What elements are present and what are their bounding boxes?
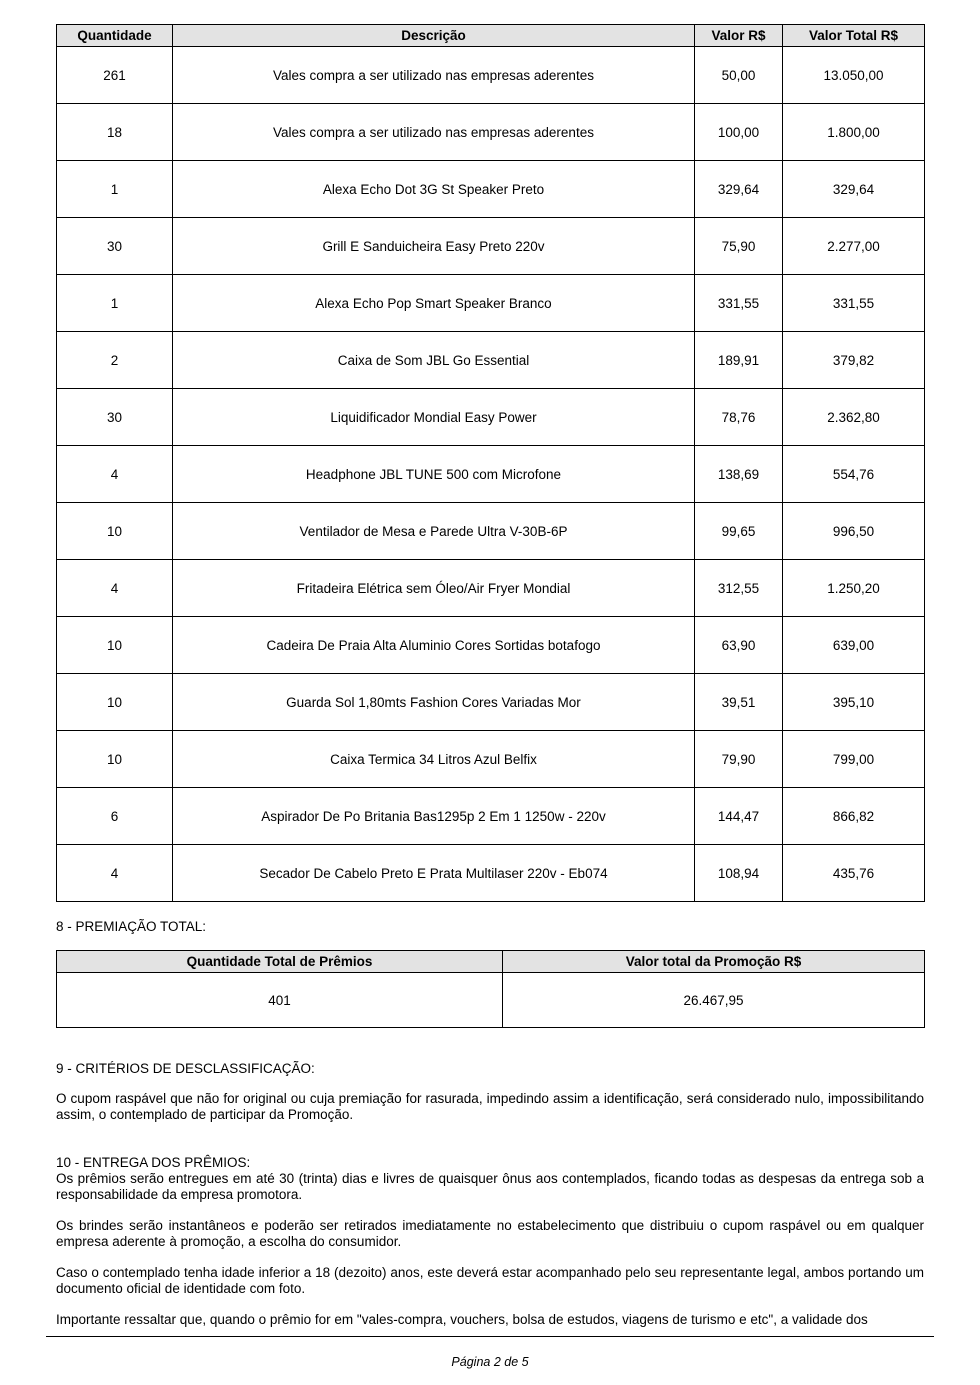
- table-row: [57, 275, 925, 332]
- quantity-cell: 4: [57, 560, 173, 617]
- quantity-cell: 18: [57, 104, 173, 161]
- unit-value-cell: 50,00: [695, 47, 783, 104]
- quantity-cell: 4: [57, 446, 173, 503]
- unit-value-cell: 39,51: [695, 674, 783, 731]
- quantity-cell: 1: [57, 161, 173, 218]
- header-description: Descrição: [173, 25, 695, 47]
- table-row: [57, 218, 925, 275]
- unit-value-cell: 108,94: [695, 845, 783, 902]
- page-number: Página 2 de 5: [451, 1355, 529, 1369]
- description-cell: Vales compra a ser utilizado nas empresas aderentes: [173, 104, 695, 161]
- description-cell: Ventilador de Mesa e Parede Ultra V-30B-6P: [173, 503, 695, 560]
- total-value-cell: 996,50: [783, 503, 925, 560]
- table-row: [57, 104, 925, 161]
- description-cell: Liquidificador Mondial Easy Power: [173, 389, 695, 446]
- unit-value-cell: 329,64: [695, 161, 783, 218]
- description-cell: Caixa Termica 34 Litros Azul Belfix: [173, 731, 695, 788]
- quantity-cell: 261: [57, 47, 173, 104]
- total-value-cell: 1.250,20: [783, 560, 925, 617]
- section-9-heading: 9 - CRITÉRIOS DE DESCLASSIFICAÇÃO:: [56, 1061, 315, 1076]
- total-value-cell: 331,55: [783, 275, 925, 332]
- description-cell: Secador De Cabelo Preto E Prata Multilaser 220v - Eb074: [173, 845, 695, 902]
- quantity-cell: 30: [57, 389, 173, 446]
- quantity-cell: 10: [57, 617, 173, 674]
- description-cell: Grill E Sanduicheira Easy Preto 220v: [173, 218, 695, 275]
- unit-value-cell: 331,55: [695, 275, 783, 332]
- totals-table: [56, 950, 925, 1028]
- totals-table-header: [57, 951, 925, 973]
- total-value-cell: 329,64: [783, 161, 925, 218]
- section-10-paragraph: Importante ressaltar que, quando o prêmio for em "vales-compra, vouchers, bolsa de estudos, viagens de turismo e etc", a validade dos: [56, 1312, 868, 1327]
- description-cell: Caixa de Som JBL Go Essential: [173, 332, 695, 389]
- table-row: [57, 161, 925, 218]
- section-10-paragraph: Os prêmios serão entregues em até 30 (trinta) dias e livres de quaisquer ônus aos contemplados, ficando todas as despesas da entrega sob a responsabilidade da empresa promotora.: [56, 1171, 924, 1202]
- quantity-cell: 10: [57, 731, 173, 788]
- total-value-cell: 13.050,00: [783, 47, 925, 104]
- description-cell: Aspirador De Po Britania Bas1295p 2 Em 1 1250w - 220v: [173, 788, 695, 845]
- table-row: [57, 731, 925, 788]
- footer-divider: [46, 1336, 934, 1337]
- total-value-cell: 2.362,80: [783, 389, 925, 446]
- quantity-cell: 4: [57, 845, 173, 902]
- header-total-quantity: Quantidade Total de Prêmios: [57, 951, 503, 973]
- unit-value-cell: 100,00: [695, 104, 783, 161]
- total-value-cell: 639,00: [783, 617, 925, 674]
- prizes-table-header: [57, 25, 925, 47]
- unit-value-cell: 63,90: [695, 617, 783, 674]
- quantity-cell: 10: [57, 503, 173, 560]
- quantity-cell: 2: [57, 332, 173, 389]
- header-total-value: Valor Total R$: [783, 25, 925, 47]
- table-row: [57, 389, 925, 446]
- description-cell: Fritadeira Elétrica sem Óleo/Air Fryer Mondial: [173, 560, 695, 617]
- total-value-cell: 379,82: [783, 332, 925, 389]
- table-row: [57, 560, 925, 617]
- quantity-cell: 1: [57, 275, 173, 332]
- promotion-total-value: 26.467,95: [503, 973, 925, 1028]
- table-row: [57, 503, 925, 560]
- unit-value-cell: 138,69: [695, 446, 783, 503]
- total-value-cell: 554,76: [783, 446, 925, 503]
- total-value-cell: 799,00: [783, 731, 925, 788]
- total-value-cell: 2.277,00: [783, 218, 925, 275]
- total-quantity-value: 401: [57, 973, 503, 1028]
- table-row: [57, 47, 925, 104]
- unit-value-cell: 312,55: [695, 560, 783, 617]
- table-row: [57, 446, 925, 503]
- total-value-cell: 1.800,00: [783, 104, 925, 161]
- total-value-cell: 395,10: [783, 674, 925, 731]
- unit-value-cell: 189,91: [695, 332, 783, 389]
- total-value-cell: 866,82: [783, 788, 925, 845]
- description-cell: Alexa Echo Dot 3G St Speaker Preto: [173, 161, 695, 218]
- section-9-text: O cupom raspável que não for original ou cuja premiação for rasurada, impedindo assim a identificação, será considerado nulo, impossibilitando assim, o contemplado de participar da Promoção.: [56, 1091, 924, 1122]
- description-cell: Vales compra a ser utilizado nas empresas aderentes: [173, 47, 695, 104]
- table-row: [57, 617, 925, 674]
- table-row: [57, 845, 925, 902]
- description-cell: Headphone JBL TUNE 500 com Microfone: [173, 446, 695, 503]
- quantity-cell: 30: [57, 218, 173, 275]
- unit-value-cell: 79,90: [695, 731, 783, 788]
- table-row: [57, 332, 925, 389]
- section-10-paragraph: Os brindes serão instantâneos e poderão ser retirados imediatamente no estabelecimento que distribuiu o cupom raspável ou em qualquer empresa aderente à promoção, a escolha do consumidor.: [56, 1218, 924, 1249]
- table-row: [57, 788, 925, 845]
- quantity-cell: 6: [57, 788, 173, 845]
- header-quantity: Quantidade: [57, 25, 173, 47]
- unit-value-cell: 75,90: [695, 218, 783, 275]
- header-promotion-total-value: Valor total da Promoção R$: [503, 951, 925, 973]
- header-unit-value: Valor R$: [695, 25, 783, 47]
- unit-value-cell: 99,65: [695, 503, 783, 560]
- totals-row: [57, 973, 925, 1028]
- unit-value-cell: 78,76: [695, 389, 783, 446]
- total-value-cell: 435,76: [783, 845, 925, 902]
- description-cell: Alexa Echo Pop Smart Speaker Branco: [173, 275, 695, 332]
- prizes-table: [56, 24, 925, 902]
- table-row: [57, 674, 925, 731]
- unit-value-cell: 144,47: [695, 788, 783, 845]
- description-cell: Cadeira De Praia Alta Aluminio Cores Sortidas botafogo: [173, 617, 695, 674]
- section-8-heading: 8 - PREMIAÇÃO TOTAL:: [56, 919, 207, 934]
- section-10-paragraph: Caso o contemplado tenha idade inferior a 18 (dezoito) anos, este deverá estar acompanhado pelo seu representante legal, ambos portando um documento oficial de identidade com foto.: [56, 1265, 924, 1296]
- quantity-cell: 10: [57, 674, 173, 731]
- description-cell: Guarda Sol 1,80mts Fashion Cores Variadas Mor: [173, 674, 695, 731]
- section-10-heading: 10 - ENTREGA DOS PRÊMIOS:: [56, 1155, 251, 1170]
